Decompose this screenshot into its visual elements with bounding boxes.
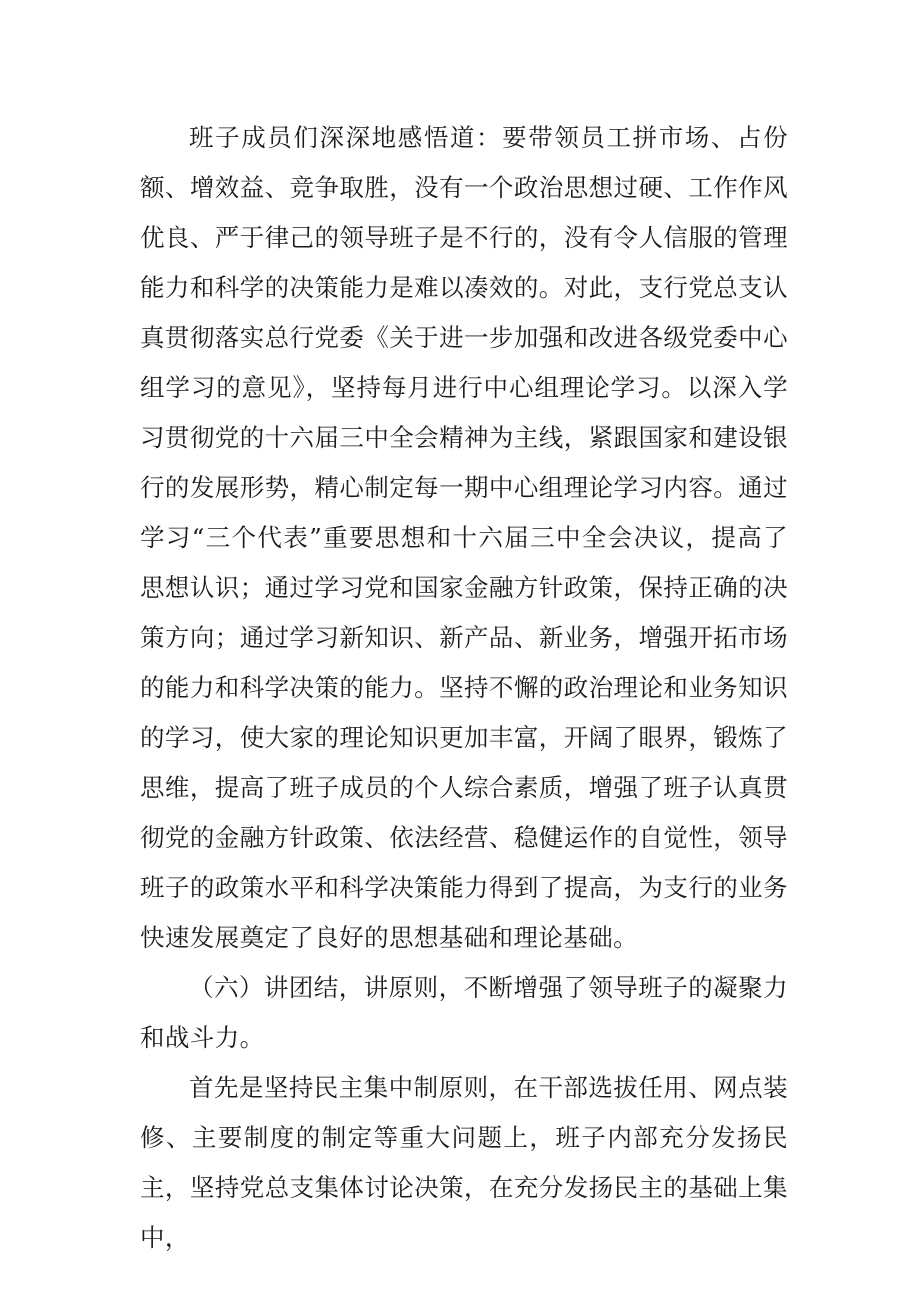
document-body	[140, 113, 788, 1263]
paragraph-learning: 班子成员们深深地感悟道：要带领员工拼市场、占份额、增效益、竞争取胜，没有一个政治思想过硬、工作作风优良、严于律己的领导班子是不行的，没有令人信服的管理能力和科学的决策能力是难以凑效的。对此，支行党总支认真贯彻落实总行党委《关于进一步加强和改进各级党委中心组学习的意见》，坚持每月进行中心组理论学习。以深入学习贯彻党的十六届三中全会精神为主线，紧跟国家和建设银行的发展形势，精心制定每一期中心组理论学习内容。通过学习“三个代表”重要思想和十六届三中全会决议，提高了思想认识；通过学习党和国家金融方针政策，保持正确的决策方向；通过学习新知识、新产品、新业务，增强开拓市场的能力和科学决策的能力。坚持不懈的政治理论和业务知识的学习，使大家的理论知识更加丰富，开阔了眼界，锻炼了思维，提高了班子成员的个人综合素质，增强了班子认真贯彻党的金融方针政策、依法经营、稳健运作的自觉性，领导班子的政策水平和科学决策能力得到了提高，为支行的业务快速发展奠定了良好的思想基础和理论基础。	[140, 123, 788, 952]
paragraph-democratic-centralism: 首先是坚持民主集中制原则，在干部选拔任用、网点装修、主要制度的制定等重大问题上，班子内部充分发扬民主，坚持党总支集体讨论决策，在充分发扬民主的基础上集中，	[140, 1073, 788, 1252]
section-heading-six: （六）讲团结，讲原则，不断增强了领导班子的凝聚力和战斗力。	[140, 973, 788, 1052]
